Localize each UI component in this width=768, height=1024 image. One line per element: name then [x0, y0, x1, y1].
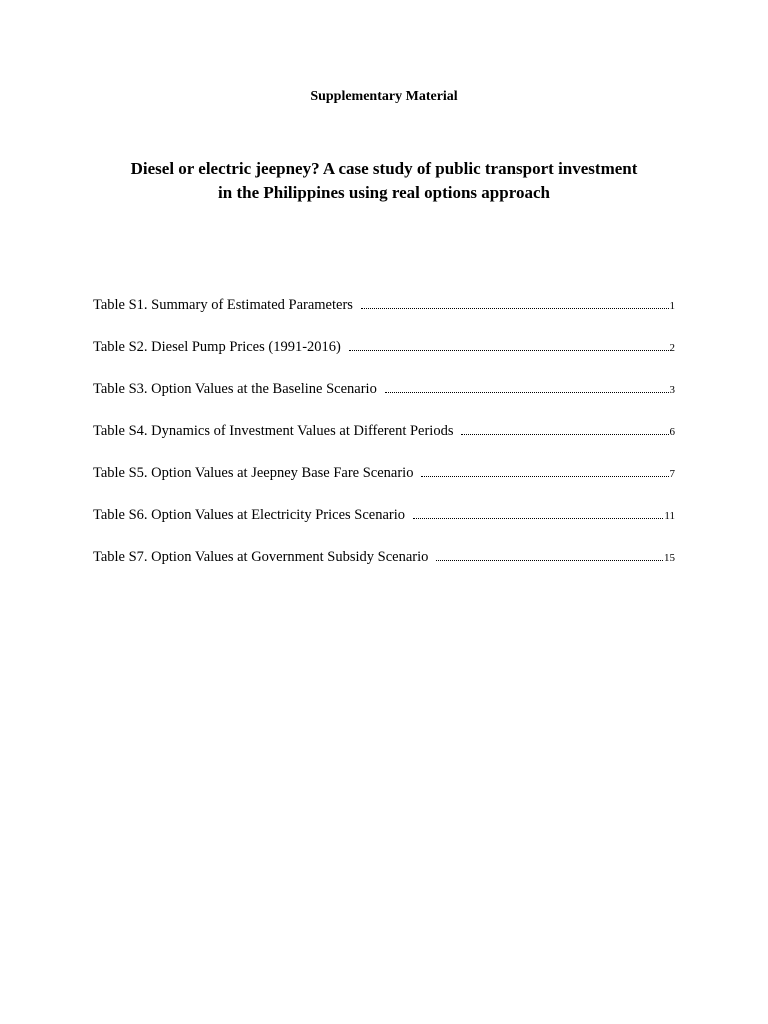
paper-title-line-1: Diesel or electric jeepney? A case study of public transport investment [130, 159, 638, 178]
toc-entry-label: Table S5. Option Values at Jeepney Base Fare Scenario [93, 465, 414, 481]
toc-entry-s5[interactable] [93, 463, 675, 505]
paper-title [84, 157, 684, 205]
toc-entry-s4[interactable] [93, 421, 675, 463]
toc-page-number: 11 [664, 510, 675, 522]
toc-entry-label: Table S4. Dynamics of Investment Values at Different Periods [93, 423, 454, 439]
toc-entry-s1[interactable] [93, 295, 675, 337]
toc-page-number: 3 [669, 384, 675, 396]
supplementary-heading: Supplementary Material [310, 89, 458, 104]
toc-entry-label: Table S1. Summary of Estimated Parameters [93, 297, 353, 313]
toc-page-number: 2 [669, 342, 675, 354]
toc-page-number: 6 [669, 426, 675, 438]
toc-page-number: 15 [664, 552, 675, 564]
toc-entry-s6[interactable] [93, 505, 675, 547]
toc-page-number: 1 [669, 300, 675, 312]
toc-dot-leader [349, 350, 669, 351]
toc-entry-s7[interactable] [93, 547, 675, 589]
toc-page-number: 7 [669, 468, 675, 480]
toc-entry-label: Table S6. Option Values at Electricity Prices Scenario [93, 507, 405, 523]
paper-title-line-2: in the Philippines using real options approach [218, 183, 550, 202]
toc-dot-leader [461, 434, 668, 435]
table-of-contents [93, 295, 675, 589]
toc-dot-leader [385, 392, 669, 393]
toc-entry-label: Table S2. Diesel Pump Prices (1991-2016) [93, 339, 341, 355]
toc-entry-label: Table S7. Option Values at Government Subsidy Scenario [93, 549, 429, 565]
toc-dot-leader [436, 560, 663, 561]
toc-entry-label: Table S3. Option Values at the Baseline Scenario [93, 381, 377, 397]
toc-entry-s2[interactable] [93, 337, 675, 379]
toc-dot-leader [361, 308, 669, 309]
toc-dot-leader [421, 476, 668, 477]
toc-dot-leader [413, 518, 663, 519]
toc-entry-s3[interactable] [93, 379, 675, 421]
